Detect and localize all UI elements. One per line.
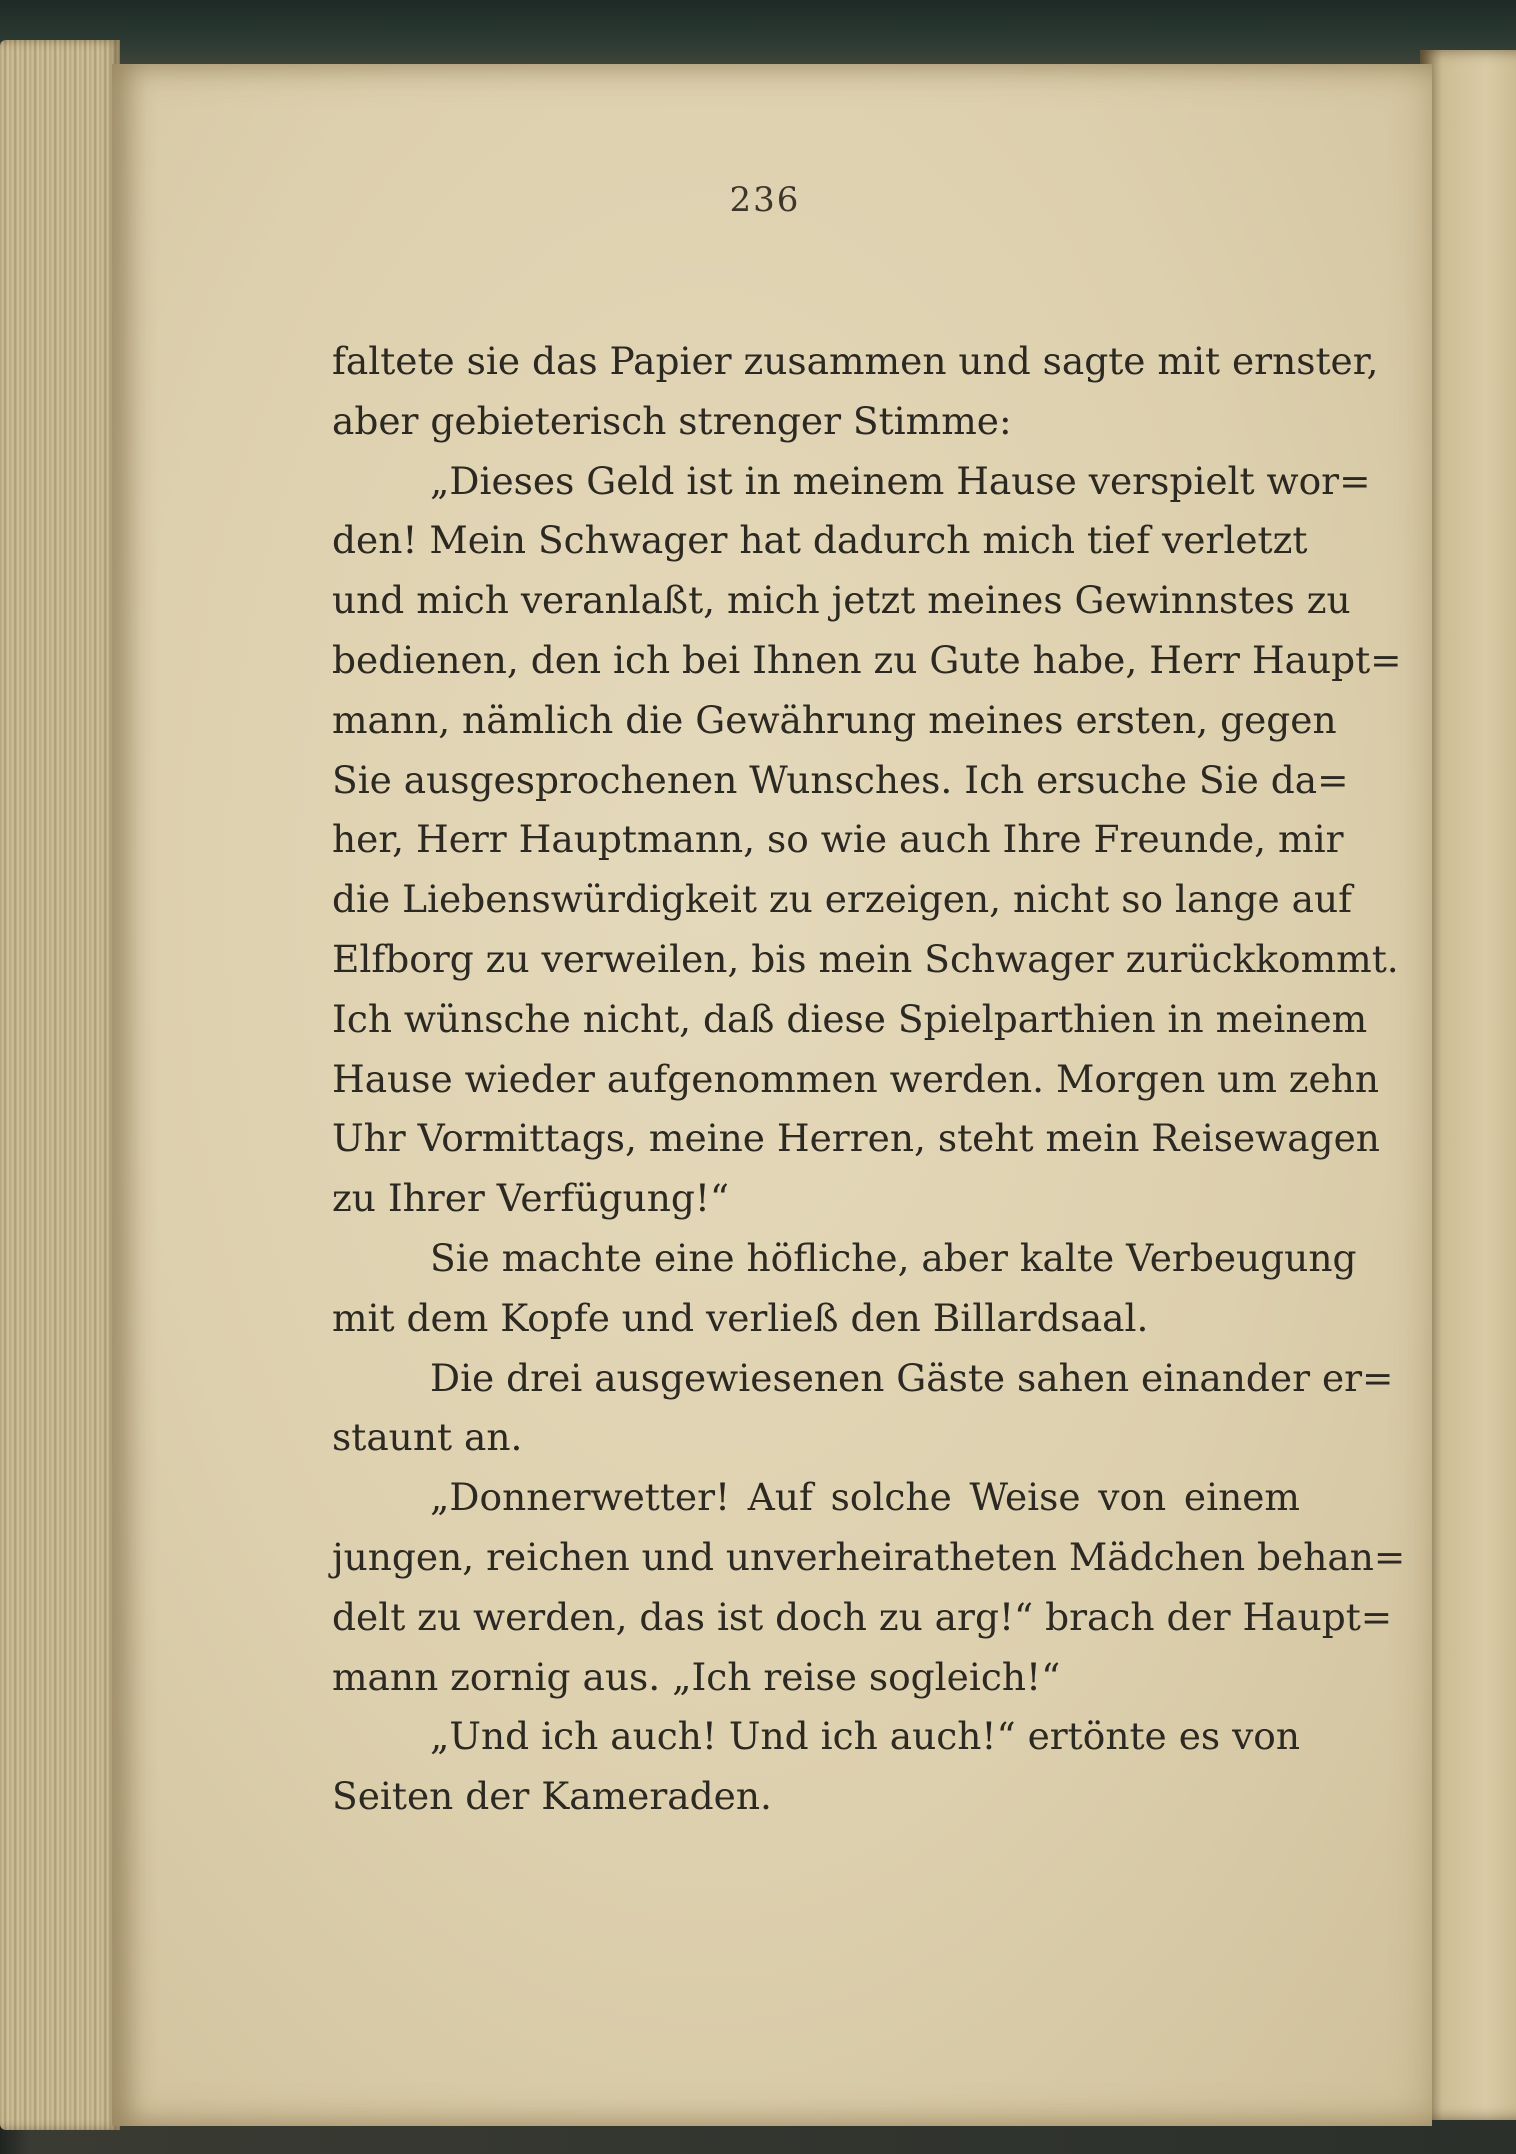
text-line: Sie ausgesprochenen Wunsches. Ich ersuche Sie da=	[332, 757, 1349, 802]
text-line: zu Ihrer Verfügung!“	[332, 1176, 730, 1221]
text-line: Die drei ausgewiesenen Gäste sahen einander er=	[430, 1355, 1394, 1400]
text-line: Elfborg zu verweilen, bis mein Schwager zurückkommt.	[332, 936, 1399, 981]
text-line: delt zu werden, das ist doch zu arg!“ brach der Haupt=	[332, 1594, 1393, 1639]
text-line: her, Herr Hauptmann, so wie auch Ihre Freunde, mir	[332, 817, 1344, 862]
text-line: Hause wieder aufgenommen werden. Morgen um zehn	[332, 1056, 1380, 1101]
text-line: staunt an.	[332, 1415, 523, 1460]
text-line: und mich veranlaßt, mich jetzt meines Gewinnstes zu	[332, 578, 1351, 623]
text-line: Uhr Vormittags, meine Herren, steht mein Reisewagen	[332, 1116, 1380, 1161]
text-line: Sie machte eine höfliche, aber kalte Verbeugung	[430, 1235, 1357, 1280]
text-line: mit dem Kopfe und verließ den Billardsaal.	[332, 1295, 1149, 1340]
text-line: den! Mein Schwager hat dadurch mich tief verletzt	[332, 518, 1308, 563]
text-line: bedienen, den ich bei Ihnen zu Gute habe, Herr Haupt=	[332, 637, 1402, 682]
text-line: „Und ich auch! Und ich auch!“ ertönte es von	[430, 1714, 1300, 1759]
text-line: faltete sie das Papier zusammen und sagte mit ernster,	[332, 339, 1379, 383]
page-edges-stack	[0, 40, 120, 2130]
text-line: Seiten der Kameraden.	[332, 1774, 772, 1819]
text-line: „Dieses Geld ist in meinem Hause verspielt wor=	[430, 458, 1371, 503]
text-line: aber gebieterisch strenger Stimme:	[332, 398, 1012, 443]
body-text	[332, 332, 1406, 1827]
text-line: mann, nämlich die Gewährung meines ersten, gegen	[332, 697, 1337, 742]
book-cover-edge	[0, 0, 1516, 70]
text-line: die Liebenswürdigkeit zu erzeigen, nicht so lange auf	[332, 877, 1352, 922]
page-number: 236	[729, 180, 801, 220]
text-line: jungen, reichen und unverheiratheten Mädchen behan=	[332, 1534, 1406, 1579]
text-line: Ich wünsche nicht, daß diese Spielparthien in meinem	[332, 996, 1368, 1041]
text-line: „Donnerwetter! Auf solche Weise von einem	[430, 1475, 1300, 1520]
facing-page	[1420, 50, 1516, 2120]
text-line: mann zornig aus. „Ich reise sogleich!“	[332, 1654, 1061, 1699]
